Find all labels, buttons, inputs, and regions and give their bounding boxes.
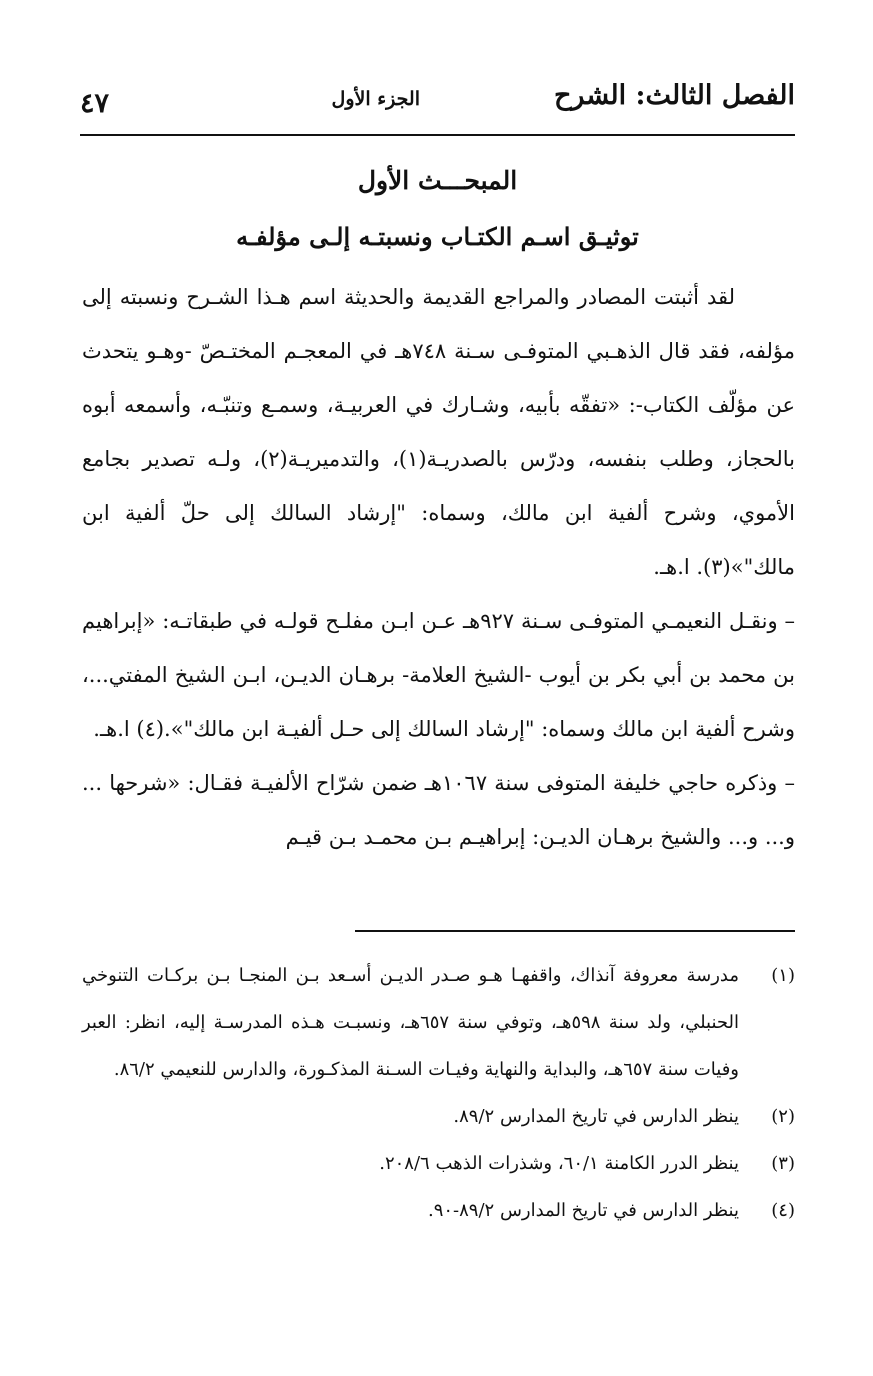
footnote-text: ينظر الدارس في تاريخ المدارس ٨٩/٢-٩٠. <box>427 1200 739 1221</box>
footnote-number: (١) <box>771 965 795 986</box>
running-header <box>80 78 795 124</box>
footnote-number: (٣) <box>771 1153 795 1174</box>
page-number: ٤٧ <box>80 88 110 119</box>
body-text <box>82 270 795 864</box>
paragraph: لقد أثبتت المصادر والمراجع القديمة والحديثة اسم هـذا الشـرح ونسبته إلى مؤلفه، فقد قال الذهـبي المتوفـى سـنة ٧٤٨هـ في المعجـم المختـصّ -وهـو يتحدث عن مؤلّف الكتاب-: «تفقّه بأبيه، وشـارك في العربيـة، وسمـع وتنبّـه، وأسمعه أبوه بالحجاز، وطلب بنفسه، ودرّس بالصدريـة(١)، والتدميريـة(٢)، ولـه تصدير بجامع الأموي، وشرح ألفية ابن مالك، وسماه: "إرشاد السالك إلى حلّ ألفية ابن مالك"»(٣). ا.هـ. <box>82 285 795 579</box>
footnote-text: مدرسة معروفة آنذاك، واقفهـا هـو صـدر الديـن أسـعد بـن المنجـا بـن بركـات التنوخي الحنبلي، ولد سنة ٥٩٨هـ، وتوفي سنة ٦٥٧هـ، ونسبـت هـذه المدرسـة إليه، انظر: العبر وفيات سنة ٦٥٧هـ، والبداية والنهاية وفيـات السـنة المذكـورة، والدارس للنعيمي ٨٦/٢. <box>82 965 739 1080</box>
chapter-title: الفصل الثالث: الشرح <box>554 80 795 111</box>
footnote-text: ينظر الدارس في تاريخ المدارس ٨٩/٢. <box>453 1106 739 1127</box>
footnote-divider <box>355 930 795 932</box>
paragraph: – وذكره حاجي خليفة المتوفى سنة ١٠٦٧هـ ضمن شرّاح الألفيـة فقـال: «شرحها ... و... و... والشيخ برهـان الديـن: إبراهيـم بـن محمـد بـن قيـم <box>82 771 795 849</box>
footnote <box>82 1093 795 1140</box>
footnote <box>82 1140 795 1187</box>
part-label: الجزء الأول <box>331 88 420 110</box>
footnote <box>82 1187 795 1234</box>
footnote-number: (٢) <box>771 1106 795 1127</box>
paragraph: – ونقـل النعيمـي المتوفـى سـنة ٩٢٧هـ عـن ابـن مفلـح قولـه في طبقاتـه: «إبراهيم بن محمد بن أبي بكر بن أيوب -الشيخ العلامة- برهـان الديـن، ابـن الشيخ المفتي...، وشرح ألفية ابن مالك وسماه: "إرشاد السالك إلى حـل ألفيـة ابن مالك"».(٤) ا.هـ. <box>82 609 795 741</box>
footnote-number: (٤) <box>771 1200 795 1221</box>
footnote-text: ينظر الدرر الكامنة ٦٠/١، وشذرات الذهب ٢٠٨/٦. <box>379 1153 739 1174</box>
header-divider <box>80 134 795 136</box>
section-title: المبحـــث الأول <box>357 166 518 195</box>
footnotes <box>82 952 795 1234</box>
footnote <box>82 952 795 1093</box>
section-subtitle: توثيـق اسـم الكتـاب ونسبتـه إلـى مؤلفـه <box>236 222 639 251</box>
